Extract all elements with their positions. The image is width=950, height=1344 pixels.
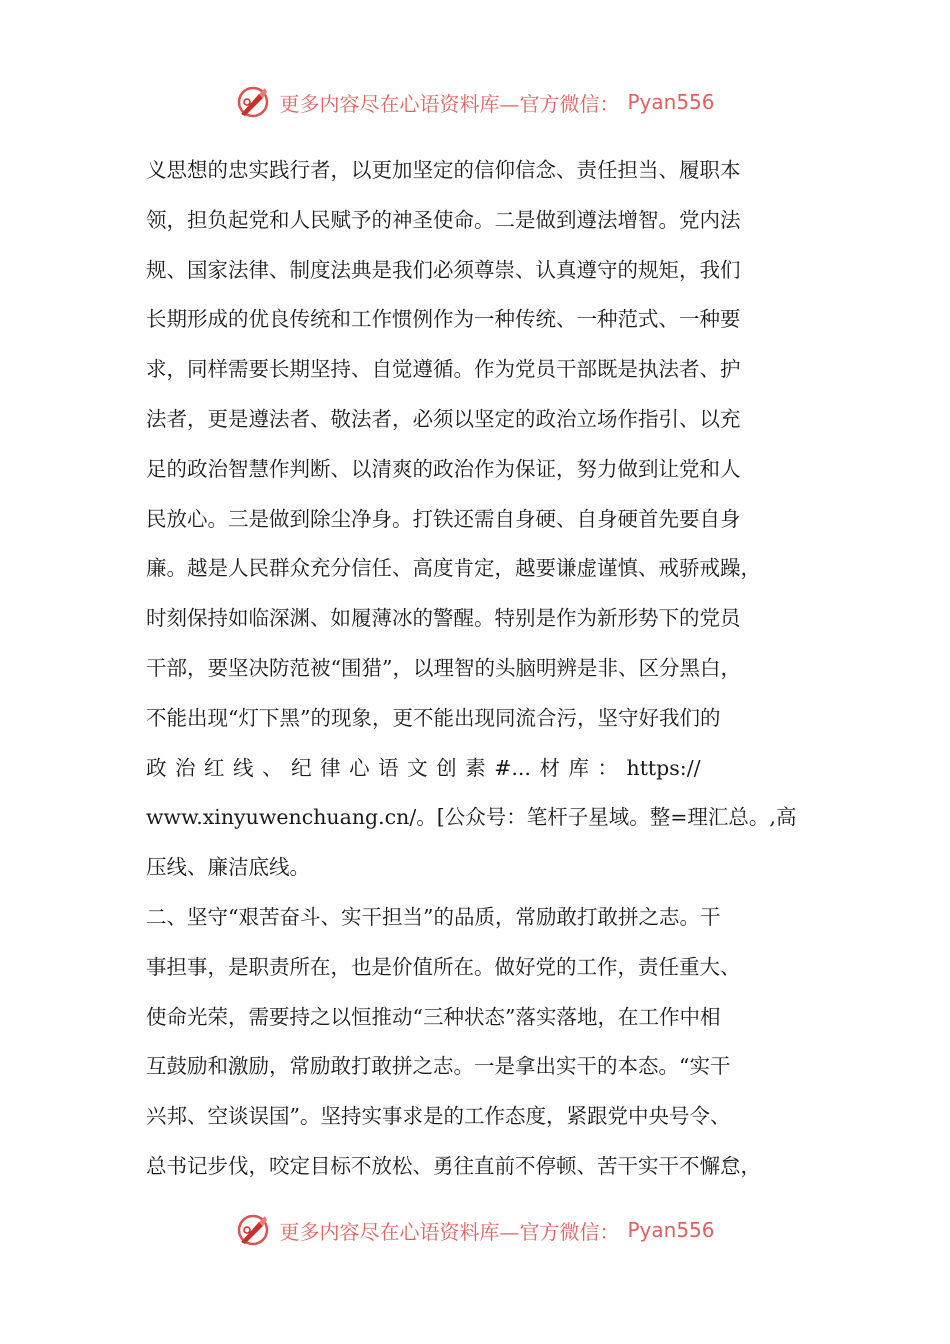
text-line: 政 治 红 线 、 纪 律 心 语 文 创 素 #... 材 库 ： https:// bbox=[146, 755, 701, 780]
header-brand-text: 更多内容尽在心语资料库—官方微信： bbox=[279, 91, 620, 116]
text-line: 兴邦、空谈误国”。坚持实事求是的工作态度，紧跟党中央号令、 bbox=[146, 1104, 731, 1129]
text-line: 使命光荣，需要持之以恒推动“三种状态”落实落地，在工作中相 bbox=[146, 1004, 721, 1029]
header-wechat-id: Pyan556 bbox=[627, 90, 715, 114]
text-line: 二、坚守“艰苦奋斗、实干担当”的品质，常励敢打敢拼之志。干 bbox=[146, 904, 721, 929]
text-line: 规、国家法律、制度法典是我们必须尊崇、认真遵守的规矩，我们 bbox=[146, 257, 741, 282]
header-banner bbox=[0, 82, 950, 122]
text-line: 事担事，是职责所在，也是价值所在。做好党的工作，责任重大、 bbox=[146, 954, 741, 979]
footer-brand-text: 更多内容尽在心语资料库—官方微信： bbox=[279, 1219, 620, 1244]
text-line: 互鼓励和激励，常励敢打敢拼之志。一是拿出实干的本态。“实干 bbox=[146, 1054, 731, 1079]
text-line: 干部，要坚决防范被“围猎”，以理智的头脑明辨是非、区分黑白， bbox=[146, 655, 741, 680]
text-line: 领，担负起党和人民赋予的神圣使命。二是做到遵法增智。党内法 bbox=[146, 207, 741, 232]
text-line: 廉。越是人民群众充分信任、高度肯定，越要谦虚谨慎、戒骄戒躁， bbox=[146, 556, 761, 581]
text-line: 民放心。三是做到除尘净身。打铁还需自身硬、自身硬首先要自身 bbox=[146, 506, 741, 531]
text-line: 足的政治智慧作判断、以清爽的政治作为保证，努力做到让党和人 bbox=[146, 456, 741, 481]
text-line: 义思想的忠实践行者，以更加坚定的信仰信念、责任担当、履职本 bbox=[146, 158, 741, 182]
text-line: www.xinyuwenchuang.cn/。[公众号：笔杆子星域。整=理汇总。,高 bbox=[146, 805, 797, 830]
text-line: 长期形成的优良传统和工作惯例作为一种传统、一种范式、一种要 bbox=[146, 307, 741, 332]
text-line: 时刻保持如临深渊、如履薄冰的警醒。特别是作为新形势下的党员 bbox=[146, 606, 741, 631]
text-line: 总书记步伐，咬定目标不放松、勇往直前不停顿、苦干实干不懈怠， bbox=[146, 1153, 761, 1178]
footer-wechat-id: Pyan556 bbox=[627, 1218, 715, 1242]
text-line: 法者，更是遵法者、敬法者，必须以坚定的政治立场作指引、以充 bbox=[146, 406, 741, 431]
pen-logo-icon bbox=[235, 84, 271, 120]
pen-logo-icon bbox=[235, 1212, 271, 1248]
text-line: 压线、廉洁底线。 bbox=[146, 855, 310, 880]
text-line: 求，同样需要长期坚持、自觉遵循。作为党员干部既是执法者、护 bbox=[146, 357, 741, 382]
text-line: 不能出现“灯下黑”的现象，更不能出现同流合污，坚守好我们的 bbox=[146, 705, 721, 730]
document-body bbox=[146, 150, 806, 1196]
footer-banner bbox=[0, 1210, 950, 1250]
